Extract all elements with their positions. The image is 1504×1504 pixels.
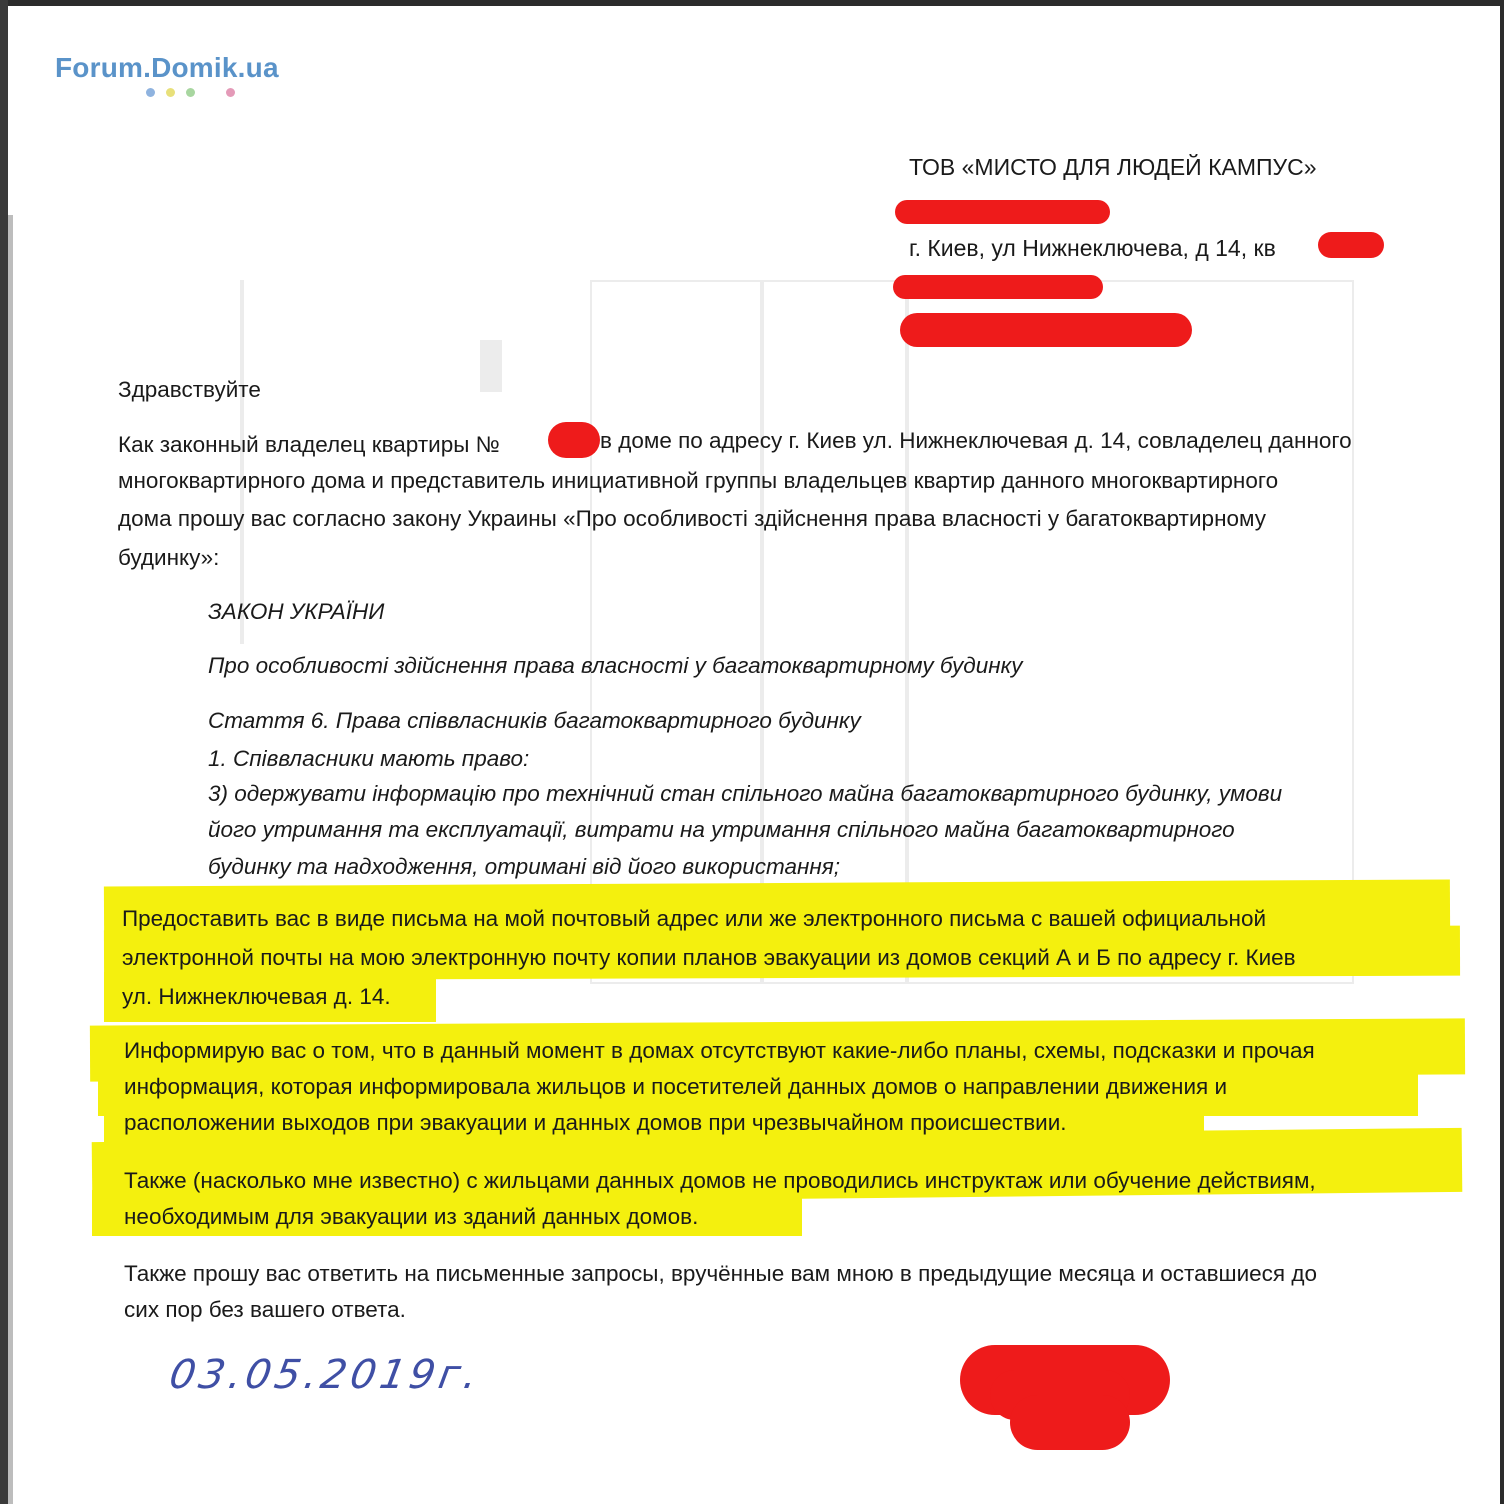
intro-line: в доме по адресу г. Киев ул. Нижнеключевая д. 14, совладелец данного xyxy=(600,428,1352,453)
redaction-mark xyxy=(893,275,1103,299)
law-subclause-line: 3) одержувати інформацію про технічний стан спільного майна багатоквартирного будинку, умови xyxy=(208,781,1283,806)
inform-line: Информирую вас о том, что в данный момент в домах отсутствуют какие-либо планы, схемы, подсказки и прочая xyxy=(124,1038,1315,1063)
request-line: электронной почты на мою электронную почту копии планов эвакуации из домов секций А и Б по адресу г. Киев xyxy=(122,945,1296,970)
intro-line: дома прошу вас согласно закону Украины «Про особливості здійснення права власності у багатоквартирному xyxy=(118,506,1266,531)
inform-line: информация, которая информировала жильцов и посетителей данных домов о направлении движения и xyxy=(124,1074,1228,1099)
law-subclause-line: будинку та надходження, отримані від його використання; xyxy=(208,854,841,879)
handwritten-date: 03.05.2019г. xyxy=(165,1352,485,1398)
request-line: Предоставить вас в виде письма на мой почтовый адрес или же электронного письма с вашей официальной xyxy=(122,906,1267,931)
law-clause: 1. Співвласники мають право: xyxy=(208,746,530,771)
logo-dot xyxy=(146,88,155,97)
intro-line: Как законный владелец квартиры № xyxy=(118,432,500,457)
scan-border-right xyxy=(1500,0,1504,1504)
site-watermark-logo: Forum.Domik.ua xyxy=(55,52,279,83)
redaction-mark xyxy=(895,200,1110,224)
final-line: сих пор без вашего ответа. xyxy=(124,1297,406,1322)
inform-line: расположении выходов при эвакуации и данных домов при чрезвычайном происшествии. xyxy=(124,1110,1067,1135)
addressee-address: г. Киев, ул Нижнеключева, д 14, кв xyxy=(909,235,1276,261)
request-line: ул. Нижнеключевая д. 14. xyxy=(122,984,391,1009)
logo-dot xyxy=(226,88,235,97)
redaction-mark xyxy=(900,313,1192,347)
intro-line: будинку»: xyxy=(118,545,220,570)
redaction-mark xyxy=(1318,232,1384,258)
final-line: Также прошу вас ответить на письменные запросы, вручённые вам мною в предыдущие месяца и оставшиеся до xyxy=(124,1261,1318,1286)
also-line: необходимым для эвакуации из зданий данных домов. xyxy=(124,1204,699,1229)
greeting: Здравствуйте xyxy=(118,377,261,402)
law-name: Про особливості здійснення права власності у багатоквартирному будинку xyxy=(208,653,1023,678)
also-line: Также (насколько мне известно) с жильцами данных домов не проводились инструктаж или обучение действиям, xyxy=(124,1168,1316,1193)
scan-border-top xyxy=(0,0,1504,6)
addressee-company: ТОВ «МИСТО ДЛЯ ЛЮДЕЙ КАМПУС» xyxy=(909,154,1317,180)
scan-shadow-left xyxy=(8,215,13,1504)
redaction-mark xyxy=(548,422,600,458)
intro-line: многоквартирного дома и представитель инициативной группы владельцев квартир данного многоквартирного xyxy=(118,468,1279,493)
logo-dot xyxy=(186,88,195,97)
logo-dot xyxy=(166,88,175,97)
law-title: ЗАКОН УКРАЇНИ xyxy=(208,599,385,624)
law-subclause-line: його утримання та експлуатації, витрати на утримання спільного майна багатоквартирного xyxy=(208,817,1235,842)
law-article: Стаття 6. Права співвласників багатоквартирного будинку xyxy=(208,708,861,733)
scan-border-left xyxy=(0,0,8,1504)
